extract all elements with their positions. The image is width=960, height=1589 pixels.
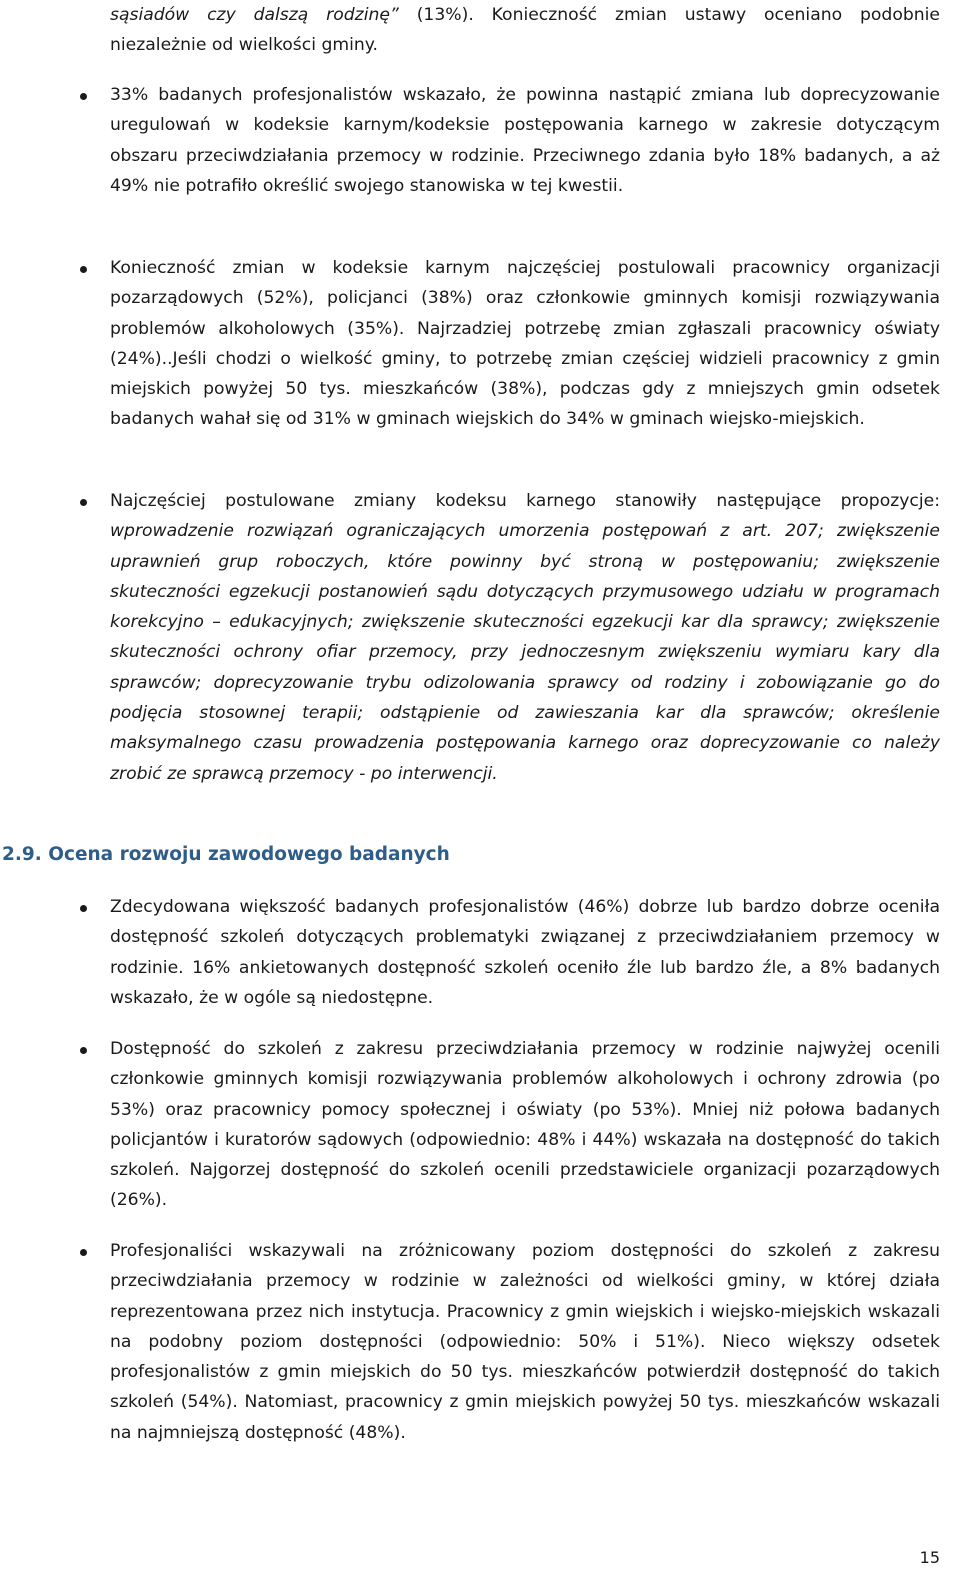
bullet-text: Konieczność zmian w kodeksie karnym najczęściej postulowali pracownicy organizacji pozarządowych (52%), policjanci (38%) oraz członkowie gminnych komisji rozwiązywania problemów alkoholowych (35%). Najrzadziej potrzebę zmian zgłaszali pracownicy oświaty (24%)..Jeśli chodzi o wielkość gminy, to potrzebę zmian częściej widzieli pracownicy z gmin miejskich powyżej 50 tys. mieszkańców (38%), podczas gdy z mniejszych gmin odsetek badanych wahał się od 31% w gminach wiejskich do 34% w gminach wiejsko-miejskich. <box>110 258 940 430</box>
bullet-lead-text: Najczęściej postulowane zmiany kodeksu karnego stanowiły następujące propozycje: <box>110 491 940 511</box>
bullet-item-proposals <box>110 486 940 789</box>
intro-line-2: niezależnie od wielkości gminy. <box>110 35 378 56</box>
section-number: 2.9. <box>2 844 42 865</box>
bullet-text: Zdecydowana większość badanych profesjonalistów (46%) dobrze lub bardzo dobrze oceniła dostępność szkoleń dotyczących problematyki związanej z przeciwdziałaniem przemocy w rodzinie. 16% ankietowanych dostępność szkoleń oceniło źle lub bardzo źle, a 8% badanych wskazało, że w ogóle są niedostępne. <box>110 897 940 1008</box>
bullet-item-training-by-group <box>110 1034 940 1216</box>
bullet-item-training-by-municipality <box>110 1236 940 1448</box>
intro-paragraph <box>110 0 940 61</box>
intro-line-1 <box>110 0 940 30</box>
intro-italic-quote: sąsiadów czy dalszą rodzinę” <box>110 5 399 25</box>
section-title: Ocena rozwoju zawodowego badanych <box>48 844 450 865</box>
bullet-item-training-availability <box>110 892 940 1013</box>
bullet-text: 33% badanych profesjonalistów wskazało, że powinna nastąpić zmiana lub doprecyzowanie uregulowań w kodeksie karnym/kodeksie postępowania karnego w zakresie dotyczącym obszaru przeciwdziałania przemocy w rodzinie. Przeciwnego zdania było 18% badanych, a aż 49% nie potrafiło określić swojego stanowiska w tej kwestii. <box>110 85 940 196</box>
bullet-item-who-postulated <box>110 253 940 435</box>
bullet-dot-icon <box>80 905 87 912</box>
bullet-dot-icon <box>80 1047 87 1054</box>
bullet-text: Profesjonaliści wskazywali na zróżnicowany poziom dostępności do szkoleń z zakresu przeciwdziałania przemocy w rodzinie w zależności od wielkości gminy, w której działa reprezentowana przez nich instytucja. Pracownicy z gmin wiejskich i wiejsko-miejskich wskazali na podobny poziom dostępności (odpowiednio: 50% i 51%). Nieco większy odsetek profesjonalistów z gmin miejskich do 50 tys. mieszkańców potwierdził dostępność do takich szkoleń (54%). Natomiast, pracownicy z gmin miejskich powyżej 50 tys. mieszkańców wskazali na najmniejszą dostępność (48%). <box>110 1241 940 1443</box>
bullet-dot-icon <box>80 266 87 273</box>
intro-line-1-rest: (13%). Konieczność zmian ustawy oceniano podobnie <box>398 5 940 25</box>
bullet-text: Dostępność do szkoleń z zakresu przeciwdziałania przemocy w rodzinie najwyżej ocenili członkowie gminnych komisji rozwiązywania problemów alkoholowych i ochrony zdrowia (po 53%) oraz pracownicy pomocy społecznej i oświaty (po 53%). Mniej niż połowa badanych policjantów i kuratorów sądowych (odpowiednio: 48% i 44%) wskazała na dostępność do takich szkoleń. Najgorzej dostępność do szkoleń ocenili przedstawiciele organizacji pozarządowych (26%). <box>110 1039 940 1211</box>
page-number: 15 <box>919 1548 940 1567</box>
bullet-dot-icon <box>80 93 87 100</box>
bullet-dot-icon <box>80 1249 87 1256</box>
bullet-dot-icon <box>80 499 87 506</box>
section-heading <box>2 842 450 868</box>
bullet-proposals-italic: wprowadzenie rozwiązań ograniczających umorzenia postępowań z art. 207; zwiększenie uprawnień grup roboczych, które powinny być stroną w postępowaniu; zwiększenie skuteczności egzekucji postanowień sądu dotyczących przymusowego udziału w programach korekcyjno – edukacyjnych; zwiększenie skuteczności egzekucji kar dla sprawcy; zwiększenie skuteczności ochrony ofiar przemocy, przy jednoczesnym zwiększeniu wymiaru kary dla sprawców; doprecyzowanie trybu odizolowania sprawcy od rodziny i zobowiązanie go do podjęcia stosownej terapii; odstąpienie od zawieszania kar dla sprawców; określenie maksymalnego czasu prowadzenia postępowania karnego oraz doprecyzowanie co należy zrobić ze sprawcą przemocy - po interwencji. <box>110 521 940 784</box>
bullet-item-code-change-need <box>110 80 940 201</box>
